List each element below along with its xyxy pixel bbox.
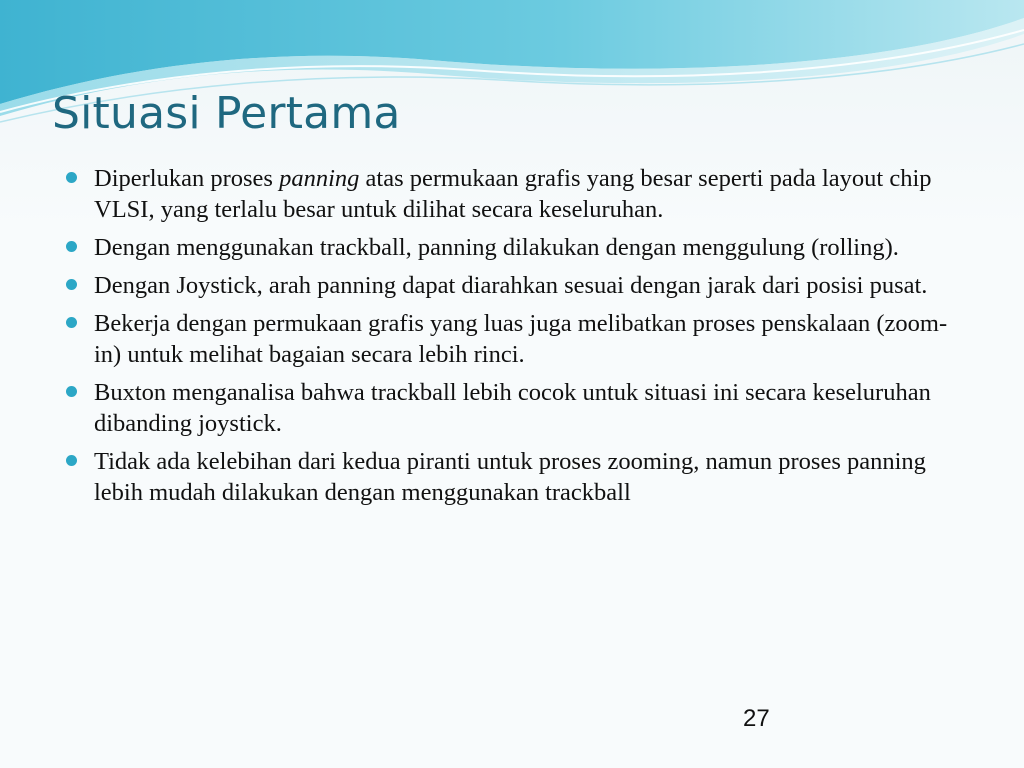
bullet-item — [62, 446, 962, 508]
bullet-item — [62, 163, 962, 225]
bullet-dot-icon — [66, 241, 77, 252]
bullet-dot-icon — [66, 279, 77, 290]
bullet-dot-icon — [66, 386, 77, 397]
bullet-item — [62, 377, 962, 439]
bullet-dot-icon — [66, 455, 77, 466]
bullet-text: Buxton menganalisa bahwa trackball lebih cocok untuk situasi ini secara keseluruhan dibanding joystick. — [94, 379, 931, 437]
bullet-dot-icon — [66, 317, 77, 328]
bullet-text-start: Diperlukan proses — [94, 165, 280, 192]
bullet-item — [62, 232, 962, 263]
page-number: 27 — [743, 705, 770, 732]
bullet-list — [62, 163, 962, 515]
bullet-item — [62, 270, 962, 301]
bullet-emphasis: panning — [279, 165, 360, 192]
bullet-dot-icon — [66, 172, 77, 183]
bullet-text: Dengan Joystick, arah panning dapat diarahkan sesuai dengan jarak dari posisi pusat. — [94, 272, 928, 299]
slide-title: Situasi Pertama — [52, 88, 401, 139]
bullet-item — [62, 308, 962, 370]
bullet-text: Bekerja dengan permukaan grafis yang luas juga melibatkan proses penskalaan (zoom-in) untuk melihat bagaian secara lebih rinci. — [94, 310, 948, 368]
bullet-text: Dengan menggunakan trackball, panning dilakukan dengan menggulung (rolling). — [94, 234, 899, 261]
bullet-text: Tidak ada kelebihan dari kedua piranti untuk proses zooming, namun proses panning lebih mudah dilakukan dengan menggunakan trackball — [94, 448, 926, 506]
bullet-text-end: atas permukaan grafis yang besar seperti pada layout chip VLSI, yang terlalu besar untuk dilihat secara keseluruhan. — [94, 165, 932, 223]
